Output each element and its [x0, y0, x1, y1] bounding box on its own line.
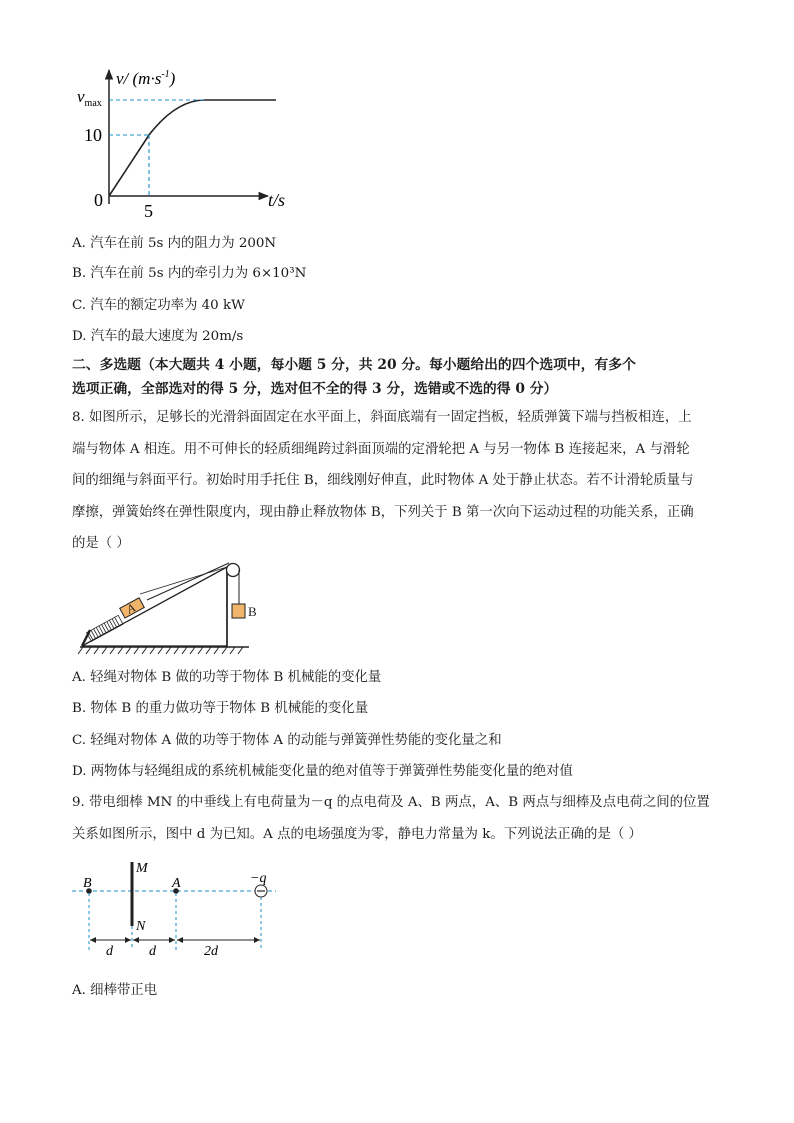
q8-option-a: A. 轻绳对物体 B 做的功等于物体 B 机械能的变化量	[72, 670, 382, 685]
q8-stem-line-2: 端与物体 A 相连。用不可伸长的轻质细绳跨过斜面顶端的定滑轮把 A 与另一物体 B 连接起来，A 与滑轮	[72, 442, 690, 457]
q8-stem-line-5: 的是（ ）	[72, 536, 130, 551]
block-b-label: B	[248, 604, 257, 619]
tick-10: 10	[84, 125, 102, 145]
vmax-label: $v_{max}$	[77, 87, 102, 109]
dimension-extension-lines	[89, 893, 261, 950]
block-a-label: A	[124, 600, 138, 617]
section-2-heading-line-2: 选项正确，全部选对的得 5 分，选对但不全的得 3 分，选错或不选的得 0 分）	[72, 381, 558, 397]
q8-option-c: C. 轻绳对物体 A 做的功等于物体 A 的动能与弹簧弹性势能的变化量之和	[72, 733, 502, 748]
q7-option-b: B. 汽车在前 5s 内的牵引力为 6×10³N	[72, 266, 307, 281]
label-q: −q	[250, 871, 267, 886]
t-axis-label: t/s	[268, 190, 286, 210]
q7-option-a: A. 汽车在前 5s 内的阻力为 200N	[72, 236, 277, 251]
q7-option-c: C. 汽车的额定功率为 40 kW	[72, 298, 245, 313]
label-a: A	[172, 876, 181, 891]
label-n: N	[136, 919, 146, 934]
q9-option-a: A. 细棒带正电	[72, 983, 158, 998]
tick-5: 5	[144, 201, 153, 221]
q9-stem-line-2: 关系如图所示，图中 d 为已知。A 点的电场强度为零，静电力常量为 k。下列说法正确的是（ ）	[72, 827, 642, 842]
label-b: B	[83, 876, 92, 891]
q8-stem-line-4: 摩擦，弹簧始终在弹性限度内，现由静止释放物体 B，下列关于 B 第一次向下运动过程的功能关系，正确	[72, 505, 694, 520]
section-2-heading-line-1: 二、多选题（本大题共 4 小题，每小题 5 分，共 20 分。每小题给出的四个选项中，有多个	[72, 357, 636, 373]
q8-option-d: D. 两物体与轻绳组成的系统机械能变化量的绝对值等于弹簧弹性势能变化量的绝对值	[72, 764, 573, 779]
dimension-arrows	[90, 937, 260, 943]
q8-stem-line-1: 8. 如图所示，足够长的光滑斜面固定在水平面上，斜面底端有一固定挡板，轻质弹簧下端与挡板相连，上	[72, 410, 692, 425]
v-axis-label: v/ $(m\cdot s^{-1})$	[116, 69, 176, 88]
q8-stem-line-3: 间的细绳与斜面平行。初始时用手托住 B，细线刚好伸直，此时物体 A 处于静止状态。若不计滑轮质量与	[72, 473, 694, 488]
dim-label-d-2: d	[149, 944, 156, 959]
dim-label-2d: 2d	[204, 944, 218, 959]
dim-label-d-1: d	[106, 944, 113, 959]
q8-option-b: B. 物体 B 的重力做功等于物体 B 机械能的变化量	[72, 701, 369, 716]
label-m: M	[136, 861, 148, 876]
q7-option-d: D. 汽车的最大速度为 20m/s	[72, 329, 244, 344]
tick-0: 0	[94, 190, 103, 210]
q9-stem-line-1: 9. 带电细棒 MN 的中垂线上有电荷量为－q 的点电荷及 A、B 两点，A、B 两点与细棒及点电荷之间的位置	[72, 795, 710, 810]
